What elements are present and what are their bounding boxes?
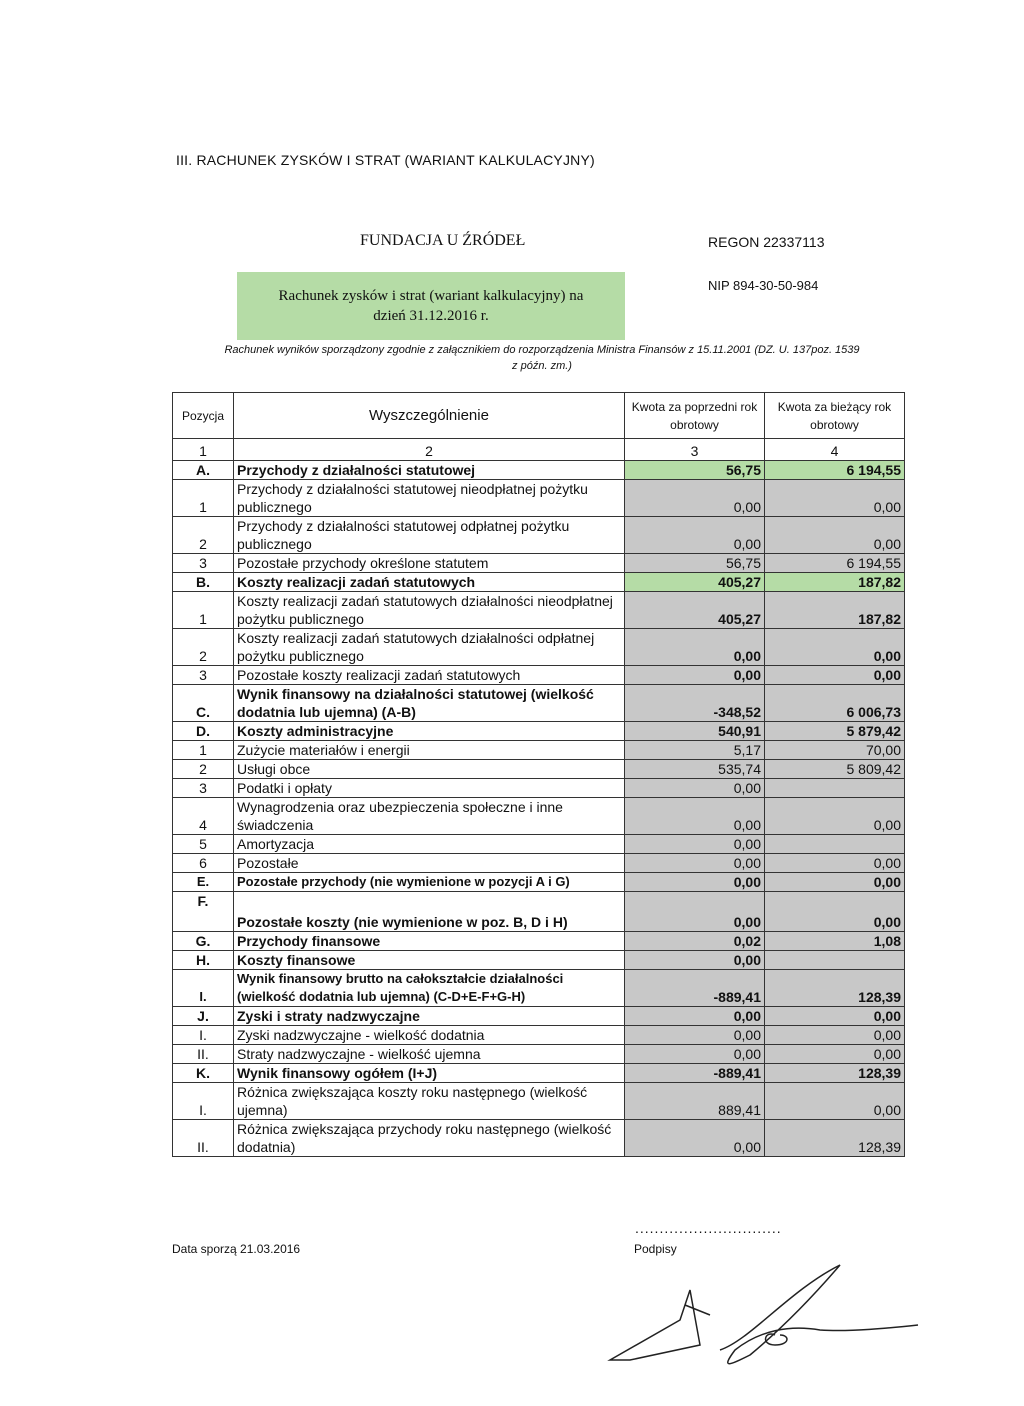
row-position: I. — [173, 970, 234, 1007]
income-statement-table — [172, 392, 905, 1157]
current-year-value: 0,00 — [765, 1007, 905, 1026]
signatures-label: Podpisy — [634, 1242, 677, 1256]
column-number: 1 — [173, 439, 234, 461]
row-description: Pozostałe przychody określone statutem — [234, 554, 625, 573]
previous-year-value: 0,00 — [625, 480, 765, 517]
row-position: 2 — [173, 517, 234, 554]
current-year-value: 0,00 — [765, 666, 905, 685]
previous-year-value: 889,41 — [625, 1083, 765, 1120]
row-description: Zyski nadzwyczajne - wielkość dodatnia — [234, 1026, 625, 1045]
previous-year-value: -348,52 — [625, 685, 765, 722]
row-position: 4 — [173, 798, 234, 835]
current-year-value: 70,00 — [765, 741, 905, 760]
previous-year-value: 0,00 — [625, 517, 765, 554]
row-position: 3 — [173, 554, 234, 573]
current-year-value — [765, 835, 905, 854]
row-description: Wynik finansowy na działalności statutowej (wielkość dodatnia lub ujemna) (A-B) — [234, 685, 625, 722]
regon-number: REGON 22337113 — [708, 234, 825, 250]
row-description: Różnica zwiększająca koszty roku następnego (wielkość ujemna) — [234, 1083, 625, 1120]
row-position: J. — [173, 1007, 234, 1026]
current-year-value: 128,39 — [765, 970, 905, 1007]
previous-year-value: 0,00 — [625, 854, 765, 873]
current-year-value: 0,00 — [765, 854, 905, 873]
row-position: A. — [173, 461, 234, 480]
header-wyszczegolnienie: Wyszczególnienie — [234, 393, 625, 439]
row-description: Pozostałe — [234, 854, 625, 873]
statement-title-box — [237, 272, 625, 340]
previous-year-value: 0,00 — [625, 629, 765, 666]
legal-basis-line1: Rachunek wyników sporządzony zgodnie z załącznikiem do rozporządzenia Ministra Finansów z 15.11.2001 (DZ. U. 137poz. 1539 — [224, 344, 860, 356]
row-description: Usługi obce — [234, 760, 625, 779]
current-year-value: 0,00 — [765, 1083, 905, 1120]
row-position: 5 — [173, 835, 234, 854]
row-description: Zyski i straty nadzwyczajne — [234, 1007, 625, 1026]
current-year-value: 0,00 — [765, 873, 905, 892]
row-position: E. — [173, 873, 234, 892]
row-description: Przychody z działalności statutowej nieodpłatnej pożytku publicznego — [234, 480, 625, 517]
signature-stroke-1 — [610, 1290, 710, 1360]
organization-name: FUNDACJA U ŹRÓDEŁ — [360, 232, 526, 249]
row-position: 2 — [173, 760, 234, 779]
previous-year-value: 0,00 — [625, 835, 765, 854]
current-year-value: 128,39 — [765, 1120, 905, 1157]
row-description: Koszty realizacji zadań statutowych działalności odpłatnej pożytku publicznego — [234, 629, 625, 666]
row-position: C. — [173, 685, 234, 722]
row-position: 6 — [173, 854, 234, 873]
current-year-value: 5 809,42 — [765, 760, 905, 779]
row-description: Wynagrodzenia oraz ubezpieczenia społeczne i inne świadczenia — [234, 798, 625, 835]
previous-year-value: 56,75 — [625, 554, 765, 573]
row-position: F. — [173, 892, 234, 932]
row-description: Wynik finansowy brutto na całokształcie działalności (wielkość dodatnia lub ujemna) (C-D+E-F+G-H) — [234, 970, 625, 1007]
previous-year-value: 535,74 — [625, 760, 765, 779]
row-description: Pozostałe przychody (nie wymienione w pozycji A i G) — [234, 873, 625, 892]
row-position: G. — [173, 932, 234, 951]
row-description: Podatki i opłaty — [234, 779, 625, 798]
previous-year-value: 405,27 — [625, 592, 765, 629]
previous-year-value: 405,27 — [625, 573, 765, 592]
current-year-value: 0,00 — [765, 517, 905, 554]
header-current-year: Kwota za bieżący rok obrotowy — [765, 393, 905, 439]
row-description: Wynik finansowy ogółem (I+J) — [234, 1064, 625, 1083]
header-pozycja: Pozycja — [173, 393, 234, 439]
column-number: 2 — [234, 439, 625, 461]
current-year-value: 0,00 — [765, 892, 905, 932]
previous-year-value: 540,91 — [625, 722, 765, 741]
previous-year-value: 0,00 — [625, 666, 765, 685]
row-position: H. — [173, 951, 234, 970]
legal-basis-note — [172, 342, 912, 374]
current-year-value: 6 194,55 — [765, 554, 905, 573]
row-description: Przychody z działalności statutowej odpłatnej pożytku publicznego — [234, 517, 625, 554]
handwritten-signature — [590, 1250, 920, 1370]
previous-year-value: 5,17 — [625, 741, 765, 760]
row-description: Różnica zwiększająca przychody roku następnego (wielkość dodatnia) — [234, 1120, 625, 1157]
previous-year-value: 0,00 — [625, 798, 765, 835]
previous-year-value: 56,75 — [625, 461, 765, 480]
row-position: 1 — [173, 480, 234, 517]
current-year-value: 1,08 — [765, 932, 905, 951]
legal-basis-line2: z późn. zm.) — [512, 360, 572, 372]
row-position: K. — [173, 1064, 234, 1083]
current-year-value: 187,82 — [765, 573, 905, 592]
current-year-value: 6 006,73 — [765, 685, 905, 722]
previous-year-value: 0,00 — [625, 1120, 765, 1157]
statement-title-line2: dzień 31.12.2016 r. — [373, 308, 489, 324]
row-description: Przychody z działalności statutowej — [234, 461, 625, 480]
previous-year-value: 0,00 — [625, 1007, 765, 1026]
row-position: II. — [173, 1045, 234, 1064]
row-position: II. — [173, 1120, 234, 1157]
row-description: Koszty administracyjne — [234, 722, 625, 741]
previous-year-value: 0,02 — [625, 932, 765, 951]
previous-year-value: -889,41 — [625, 1064, 765, 1083]
previous-year-value: 0,00 — [625, 1026, 765, 1045]
row-position: 1 — [173, 592, 234, 629]
column-number: 3 — [625, 439, 765, 461]
previous-year-value: -889,41 — [625, 970, 765, 1007]
header-previous-year: Kwota za poprzedni rok obrotowy — [625, 393, 765, 439]
current-year-value — [765, 951, 905, 970]
current-year-value: 6 194,55 — [765, 461, 905, 480]
row-position: 3 — [173, 666, 234, 685]
row-description: Koszty finansowe — [234, 951, 625, 970]
current-year-value: 187,82 — [765, 592, 905, 629]
row-description: Straty nadzwyczajne - wielkość ujemna — [234, 1045, 625, 1064]
signature-dotted-line: .............................. — [635, 1220, 782, 1236]
previous-year-value: 0,00 — [625, 1045, 765, 1064]
statement-title-line1: Rachunek zysków i strat (wariant kalkulacyjny) na — [278, 288, 584, 304]
preparation-date: Data sporzą 21.03.2016 — [172, 1242, 301, 1256]
row-description: Koszty realizacji zadań statutowych działalności nieodpłatnej pożytku publicznego — [234, 592, 625, 629]
current-year-value: 0,00 — [765, 480, 905, 517]
row-position: B. — [173, 573, 234, 592]
row-position: I. — [173, 1026, 234, 1045]
row-description: Zużycie materiałów i energii — [234, 741, 625, 760]
current-year-value: 0,00 — [765, 1045, 905, 1064]
current-year-value: 0,00 — [765, 798, 905, 835]
row-position: 2 — [173, 629, 234, 666]
previous-year-value: 0,00 — [625, 873, 765, 892]
nip-number: NIP 894-30-50-984 — [708, 278, 819, 293]
row-description: Koszty realizacji zadań statutowych — [234, 573, 625, 592]
row-position: D. — [173, 722, 234, 741]
current-year-value — [765, 779, 905, 798]
current-year-value: 0,00 — [765, 1026, 905, 1045]
previous-year-value: 0,00 — [625, 779, 765, 798]
current-year-value: 0,00 — [765, 629, 905, 666]
previous-year-value: 0,00 — [625, 892, 765, 932]
row-description: Pozostałe koszty (nie wymienione w poz. B, D i H) — [234, 892, 625, 932]
row-position: I. — [173, 1083, 234, 1120]
column-number: 4 — [765, 439, 905, 461]
row-description: Amortyzacja — [234, 835, 625, 854]
previous-year-value: 0,00 — [625, 951, 765, 970]
page-heading: III. RACHUNEK ZYSKÓW I STRAT (WARIANT KALKULACYJNY) — [176, 152, 595, 168]
signature-stroke-2 — [720, 1265, 918, 1364]
current-year-value: 128,39 — [765, 1064, 905, 1083]
row-position: 3 — [173, 779, 234, 798]
row-position: 1 — [173, 741, 234, 760]
row-description: Przychody finansowe — [234, 932, 625, 951]
row-description: Pozostałe koszty realizacji zadań statutowych — [234, 666, 625, 685]
current-year-value: 5 879,42 — [765, 722, 905, 741]
